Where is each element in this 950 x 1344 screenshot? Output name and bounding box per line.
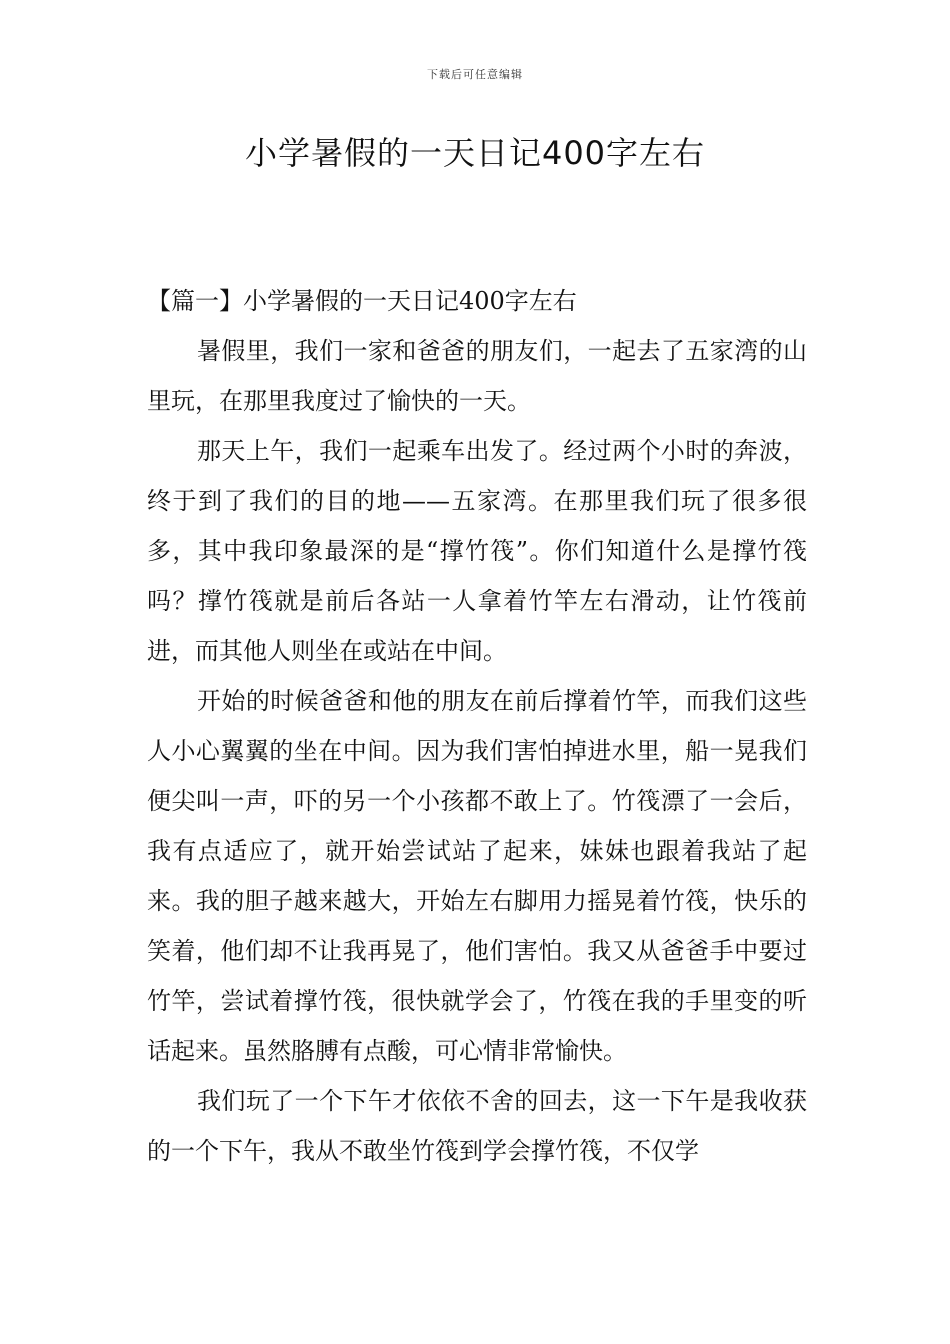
paragraph: 开始的时候爸爸和他的朋友在前后撑着竹竿，而我们这些人小心翼翼的坐在中间。因为我们害怕掉进水里，船一晃我们便尖叫一声，吓的另一个小孩都不敢上了。竹筏漂了一会后，我有点适应了，就开始尝试站了起来，妹妹也跟着我站了起来。我的胆子越来越大，开始左右脚用力摇晃着竹筏，快乐的笑着，他们却不让我再晃了，他们害怕。我又从爸爸手中要过竹竿，尝试着撑竹筏，很快就学会了，竹筏在我的手里变的听话起来。虽然胳膊有点酸，可心情非常愉快。 [147, 687, 807, 1065]
page-title: 小学暑假的一天日记400字左右 [244, 134, 706, 172]
header-note: 下载后可任意编辑 [427, 68, 523, 81]
paragraph: 那天上午，我们一起乘车出发了。经过两个小时的奔波，终于到了我们的目的地——五家湾。在那里我们玩了很多很多，其中我印象最深的是“撑竹筏”。你们知道什么是撑竹筏吗？撑竹筏就是前后各站一人拿着竹竿左右滑动，让竹筏前进，而其他人则坐在或站在中间。 [147, 437, 807, 665]
paragraph: 我们玩了一个下午才依依不舍的回去，这一下午是我收获的一个下午，我从不敢坐竹筏到学会撑竹筏，不仅学 [147, 1087, 807, 1165]
section-heading: 【篇一】小学暑假的一天日记400字左右 [147, 287, 577, 315]
paragraph: 暑假里，我们一家和爸爸的朋友们，一起去了五家湾的山里玩，在那里我度过了愉快的一天。 [147, 337, 807, 415]
document-body [147, 276, 807, 1176]
